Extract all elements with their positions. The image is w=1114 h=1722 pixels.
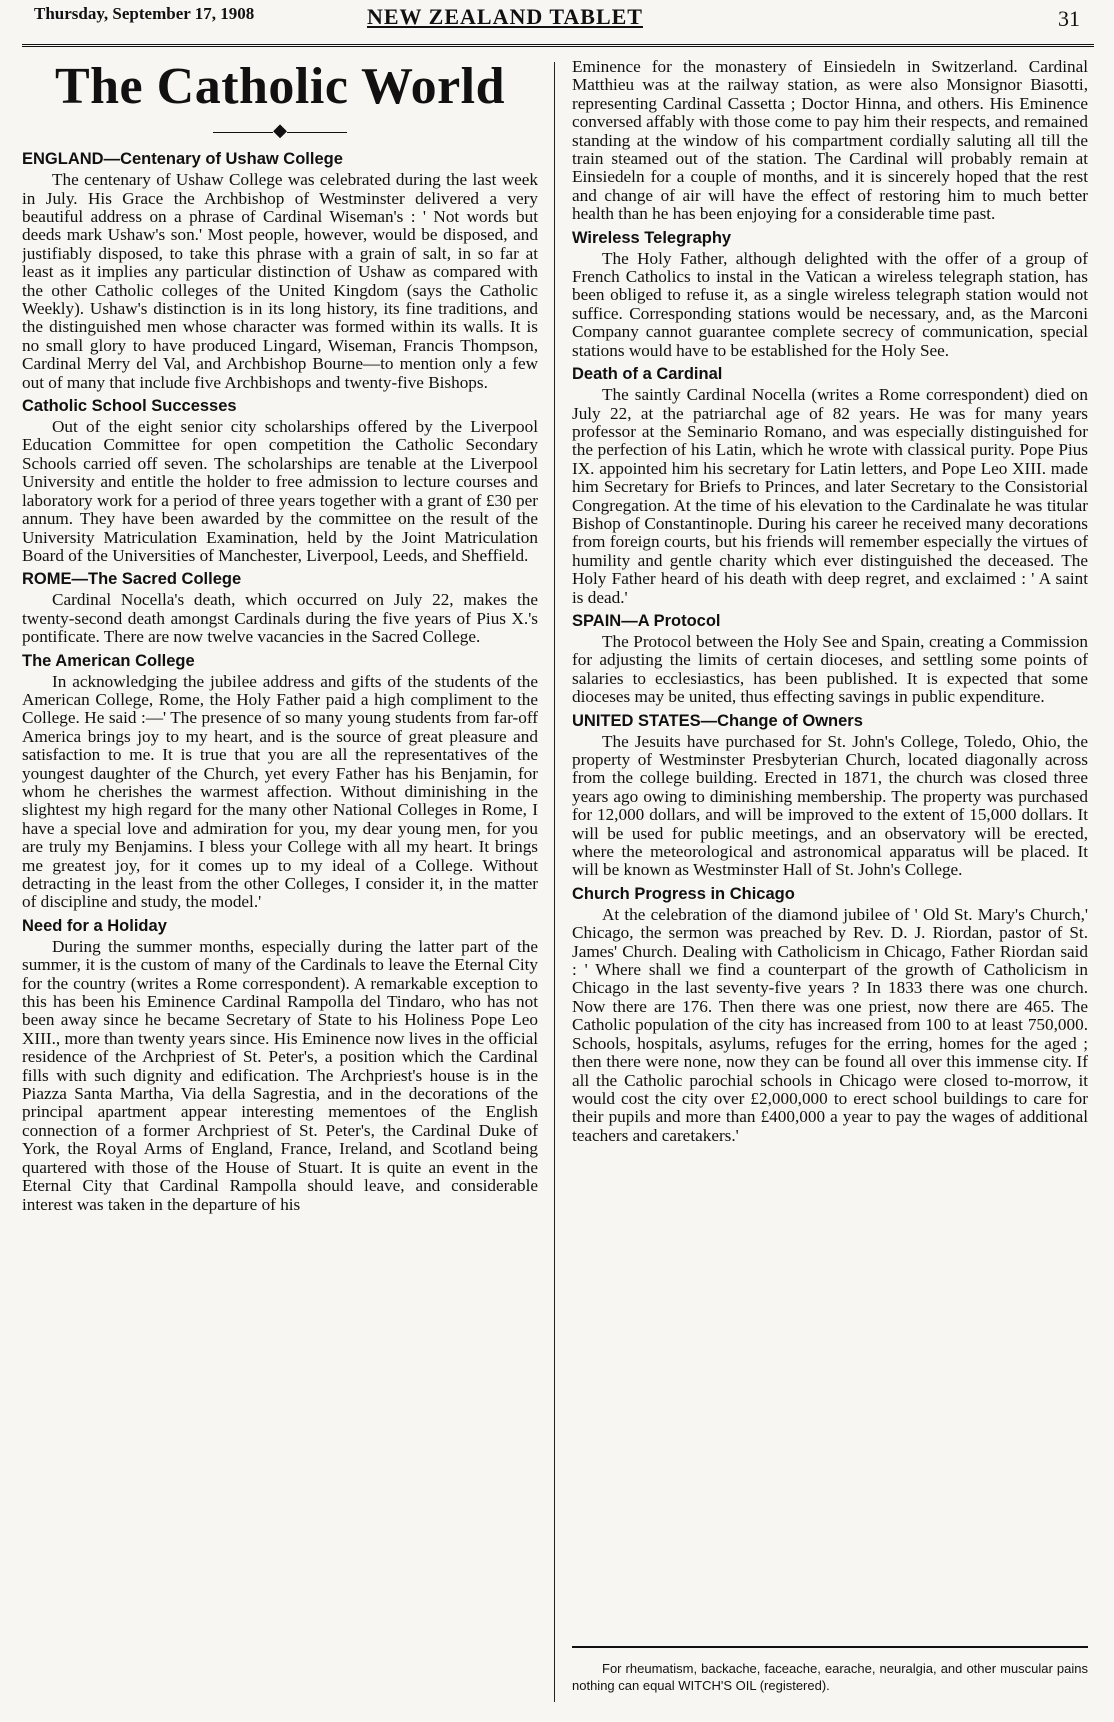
masthead — [22, 0, 1094, 47]
article-body: Cardinal Nocella's death, which occurred on July 22, makes the twenty-second death amongst Cardinals during the five years of Pius X.'s pontificate. There are now twelve vacancies in the Sacred College. — [22, 590, 538, 647]
newspaper-title: NEW ZEALAND TABLET — [367, 4, 643, 29]
article-heading: ENGLAND—Centenary of Ushaw College — [22, 150, 343, 169]
article-continuation: Eminence for the monastery of Einsiedeln in Switzerland. Cardinal Matthieu was at the railway station, as were also Monsignor Biasotti, representing Cardinal Cassetta ; Doctor Hinna, and others. His Eminence conversed affably with those come to pay him their respects, and remained standing at the window of his compartment cordially saluting all till the train steamed out of the station. The Cardinal will probably remain at Einsiedeln for a couple of months, and it is sincerely hoped that the rest and change of air will have the effect of restoring him to much better health than he has been enjoying for a considerable time past. — [572, 58, 1088, 224]
left-column — [22, 58, 538, 1718]
article-heading: ROME—The Sacred College — [22, 570, 242, 589]
section-title: The Catholic World — [54, 58, 506, 115]
article-body: In acknowledging the jubilee address and gifts of the students of the American College, Rome, the Holy Father paid a high compliment to the College. He said :—' The presence of so many young students from far-off America brings joy to my heart, and is the source of great pleasure and satisfaction to me. It is true that you are all the representatives of the youngest daughter of the Church, yet every Father has his Benjamin, for whom he cherishes the warmest affection. Without diminishing in the slightest my high regard for the many other National Colleges in Rome, I have a special love and admiration for you, my dear young men, for you are truly my Benjamins. I bless your College with all my heart. It brings me greatest joy, for it comes up to my ideal of a College. Without detracting in the least from the other Colleges, I consider it, in the matter of discipline and study, the model.' — [22, 671, 538, 912]
issue-date: Thursday, September 17, 1908 — [34, 4, 255, 23]
article-body: At the celebration of the diamond jubilee of ' Old St. Mary's Church,' Chicago, the sermon was preached by Rev. D. J. Riordan, pastor of St. James' Church. Dealing with Catholicism in Chicago, Father Riordan said : ' Where shall we find a counterpart of the growth of Catholicism in Chicago in the last seventy-five years ? In 1833 there was one church. Now there are 176. Then there was one priest, now there are 465. The Catholic population of the city has increased from 100 to at least 750,000. Schools, hospitals, asylums, refuges for the erring, homes for the aged ; then there were none, now they can be found all over this immense city. If all the Catholic parochial schools in Chicago were closed to-morrow, it would cost the city over £2,000,000 to erect school buildings to care for their pupils and more than £400,000 a year to pay the wages of additional teachers and caretakers.' — [572, 904, 1088, 1145]
article-body: During the summer months, especially during the latter part of the summer, it is the custom of many of the Cardinals to leave the Eternal City for the country (writes a Rome correspondent). A remarkable exception to this has been his Eminence Cardinal Rampolla del Tindaro, who has not been away since he became Secretary of State to his Holiness Pope Leo XIII., more than twenty years since. His Eminence now lives in the official residence of the Archpriest of St. Peter's, a position which the Cardinal fills with such dignity and edification. The Archpriest's house is in the Piazza Santa Martha, Via della Sagrestia, and in the decorations of the principal apartment appear interesting mementoes of the English connection of a former Archpriest of St. Peter's, the Cardinal Duke of York, the Royal Arms of England, France, Ireland, and Scotland being quartered with those of the House of Stuart. It is quite an event in the Eternal City that Cardinal Rampolla should leave, and considerable interest was taken in the departure of his — [22, 936, 538, 1214]
article-heading: SPAIN—A Protocol — [572, 611, 721, 630]
article-heading: Catholic School Successes — [22, 397, 237, 416]
article-body: The saintly Cardinal Nocella (writes a Rome correspondent) died on July 22, at the patriarchal age of 82 years. He was for many years professor at the Seminario Romano, and was especially distinguished for the perfection of his Latin, which he wrote with classical purity. Pope Pius IX. appointed him his secretary for Latin letters, and Pope Leo XIII. made him Secretary for Briefs to Princes, and later Secretary to the Consistorial Congregation. At the time of his elevation to the Cardinalate he was titular Bishop of Constantinople. During his career he received many decorations from foreign courts, but his friends will remember especially the virtues of humility and gentle charity which ever distinguished the deceased. The Holy Father heard of his death with deep regret, and exclaimed : ' A saint is dead.' — [572, 385, 1088, 607]
article-heading: UNITED STATES—Change of Owners — [572, 711, 863, 730]
article-body: The Jesuits have purchased for St. John's College, Toledo, Ohio, the property of Westminster Presbyterian Church, located diagonally across from the college building. Erected in 1871, the church was closed three years ago owing to diminishing membership. The property was purchased for 12,000 dollars, and will be improved to the extent of 15,000 dollars. It will be used for public meetings, and an observatory will be erected, where the meteorological and astronomical apparatus will be placed. It will be known as Westminster Hall of St. John's College. — [572, 731, 1088, 880]
advertisement-notice — [572, 1646, 1088, 1716]
ornament-divider: ◆ — [22, 121, 538, 139]
right-column — [572, 58, 1088, 1718]
article-body: The centenary of Ushaw College was celebrated during the last week in July. His Grace the Archbishop of Westminster delivered a very beautiful address on a phrase of Cardinal Wiseman's : ' Not words but deeds mark Ushaw's son.' Most people, however, would be disposed, and justifiably disposed, to take this phrase with a grain of salt, in so far at least as it implies any particular distinction of Ushaw as compared with the other Catholic colleges of the United Kingdom (says the Catholic Weekly). Ushaw's distinction is in its long history, its fine traditions, and the distinguished men whose character was formed within its walls. It is no small glory to have produced Lingard, Wiseman, Francis Thompson, Cardinal Merry del Val, and Archbishop Bourne—to mention only a few out of many that include five Archbishops and twenty-five Bishops. — [22, 170, 538, 392]
article-heading: The American College — [22, 651, 195, 670]
page-number: 31 — [1058, 6, 1080, 31]
article-body: The Holy Father, although delighted with the offer of a group of French Catholics to instal in the Vatican a wireless telegraph station, has been obliged to refuse it, as a single wireless telegraph station would not suffice. Corresponding stations would be necessary, and, as the Marconi Company cannot guarantee complete secrecy of communication, special stations would have to be established for the Holy See. — [572, 248, 1088, 360]
article-heading: Death of a Cardinal — [572, 365, 723, 384]
notice-text: For rheumatism, backache, faceache, earache, neuralgia, and other muscular pains nothing can equal WITCH'S OIL (registered). — [572, 1661, 1088, 1693]
article-heading: Wireless Telegraphy — [572, 228, 732, 247]
article-body: The Protocol between the Holy See and Spain, creating a Commission for adjusting the limits of certain dioceses, and settling some points of salaries to ecclesiastics, has been published. It is expected that some dioceses may be united, thus effecting savings in public expenditure. — [572, 631, 1088, 707]
article-heading: Need for a Holiday — [22, 916, 167, 935]
article-heading: Church Progress in Chicago — [572, 884, 795, 903]
article-body: Out of the eight senior city scholarships offered by the Liverpool Education Committee for open competition the Catholic Secondary Schools carried off seven. The scholarships are tenable at the Liverpool University and entitle the holder to free admission to lecture courses and laboratory work for a period of three years together with a grant of £30 per annum. They have been awarded by the committee on the result of the University Matriculation Examination, held by the Joint Matriculation Board of the Universities of Manchester, Liverpool, Leeds, and Sheffield. — [22, 417, 538, 565]
column-divider — [554, 62, 555, 1702]
